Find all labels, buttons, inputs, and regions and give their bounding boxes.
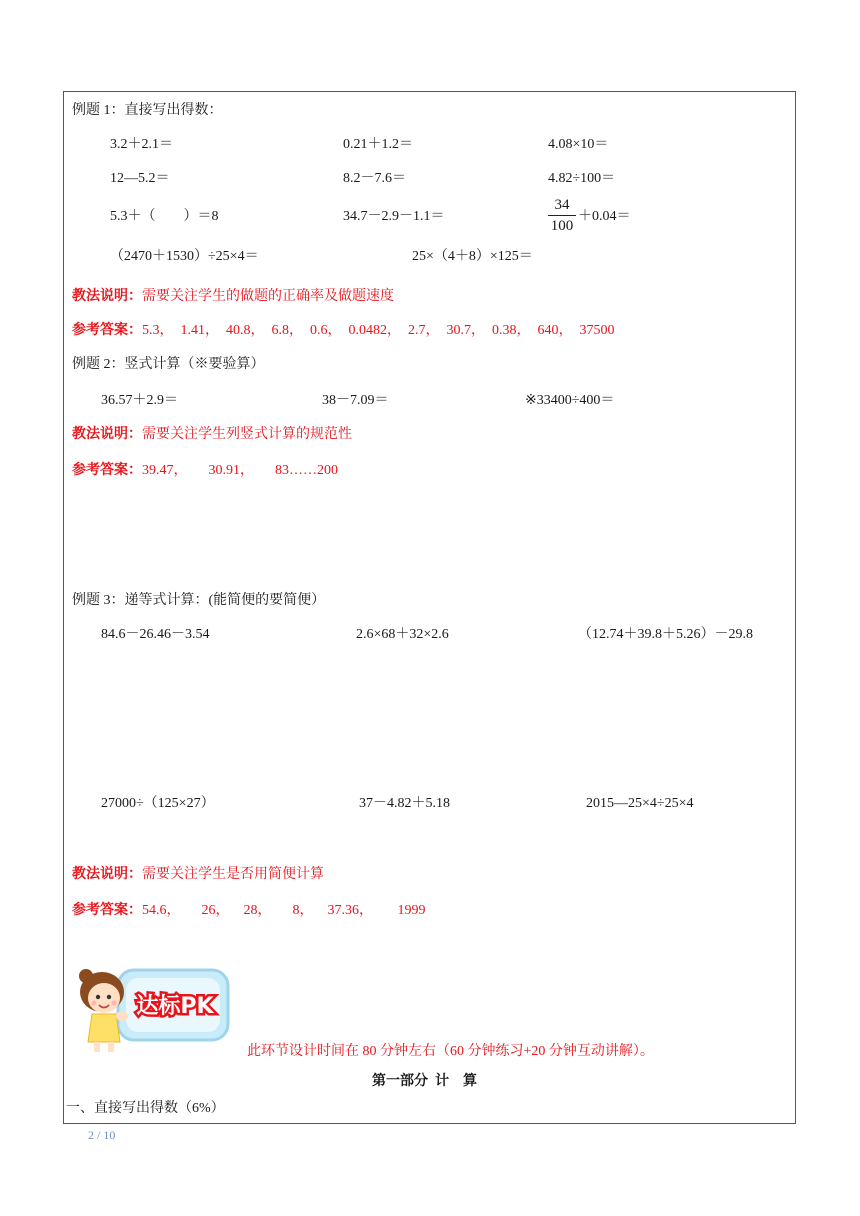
girl-face: [88, 983, 120, 1013]
ex1-q11: 25×（4＋8）×125＝: [412, 249, 533, 264]
session-note: 此环节设计时间在 80 分钟左右（60 分钟练习+20 分钟互动讲解）。: [247, 1044, 654, 1059]
method-label: 教法说明：: [72, 867, 142, 882]
ex3-q6: 2015—25×4÷25×4: [586, 796, 694, 811]
ex1-answer: [72, 322, 615, 340]
ex1-q5: 8.2－7.6＝: [343, 171, 406, 186]
girl-cheek-left: [92, 1001, 97, 1006]
answer-label: 参考答案：: [72, 323, 142, 338]
girl-cheek-right: [112, 1001, 117, 1006]
ex1-q8: 34.7－2.9－1.1＝: [343, 209, 445, 224]
ex2-answer: [72, 462, 338, 480]
ex1-q2: 0.21＋1.2＝: [343, 137, 413, 152]
ex2-q3: ※33400÷400＝: [525, 393, 615, 408]
girl-dress: [88, 1014, 120, 1042]
method-text: 需要关注学生列竖式计算的规范性: [142, 427, 352, 442]
dabiao-pk-logo: [78, 960, 238, 1060]
ex1-fraction: [548, 195, 576, 236]
ex3-q3: （12.74＋39.8＋5.26）－29.8: [578, 627, 753, 642]
method-label: 教法说明：: [72, 289, 142, 304]
girl-hair-bun: [79, 969, 93, 983]
ex1-title: 例题 1：直接写出得数：: [72, 103, 223, 118]
ex3-answer: [72, 902, 426, 920]
answer-text: 54.6， 26， 28， 8， 37.36， 1999: [142, 903, 426, 918]
method-label: 教法说明：: [72, 427, 142, 442]
ex1-method: [72, 288, 394, 306]
method-text: 需要关注学生的做题的正确率及做题速度: [142, 289, 394, 304]
ex1-q4: 12—5.2＝: [110, 171, 170, 186]
logo-text: 达标PK: [136, 994, 214, 1019]
girl-leg-right: [108, 1042, 114, 1052]
girl-hand: [116, 1011, 128, 1021]
method-text: 需要关注学生是否用简便计算: [142, 867, 324, 882]
answer-text: 5.3， 1.41， 40.8， 6.8， 0.6， 0.0482， 2.7， 30.7， 0.38， 640， 37500: [142, 323, 615, 338]
ex3-q1: 84.6－26.46－3.54: [101, 627, 210, 642]
ex1-q1: 3.2＋2.1＝: [110, 137, 173, 152]
fraction-numerator: 34: [548, 195, 576, 216]
ex3-q2: 2.6×68＋32×2.6: [356, 627, 449, 642]
page-number: 2 / 10: [88, 1128, 116, 1142]
ex3-title: 例题 3：递等式计算：(能简便的要简便）: [72, 593, 326, 608]
ex1-q3: 4.08×10＝: [548, 137, 609, 152]
ex2-q1: 36.57＋2.9＝: [101, 393, 178, 408]
answer-label: 参考答案：: [72, 903, 142, 918]
ex2-q2: 38－7.09＝: [322, 393, 389, 408]
ex3-q4: 27000÷（125×27）: [101, 796, 215, 811]
girl-eye-right: [107, 995, 111, 999]
fraction-denominator: 100: [550, 218, 574, 234]
ex2-title: 例题 2：竖式计算（※要验算）: [72, 357, 265, 372]
section-title: 一、直接写出得数（6%）: [66, 1101, 225, 1116]
girl-leg-left: [94, 1042, 100, 1052]
ex2-method: [72, 426, 352, 444]
ex1-q7: 5.3＋（ ）＝8: [110, 209, 219, 224]
part-title: 第一部分 计 算: [372, 1074, 477, 1089]
ex1-q9-rest: ＋0.04＝: [578, 209, 631, 224]
ex1-q6: 4.82÷100＝: [548, 171, 616, 186]
answer-label: 参考答案：: [72, 463, 142, 478]
girl-eye-left: [96, 995, 100, 999]
answer-text: 39.47， 30.91， 83……200: [142, 463, 338, 478]
ex3-q5: 37－4.82＋5.18: [359, 796, 450, 811]
ex1-q10: （2470＋1530）÷25×4＝: [110, 249, 259, 264]
ex3-method: [72, 866, 324, 884]
